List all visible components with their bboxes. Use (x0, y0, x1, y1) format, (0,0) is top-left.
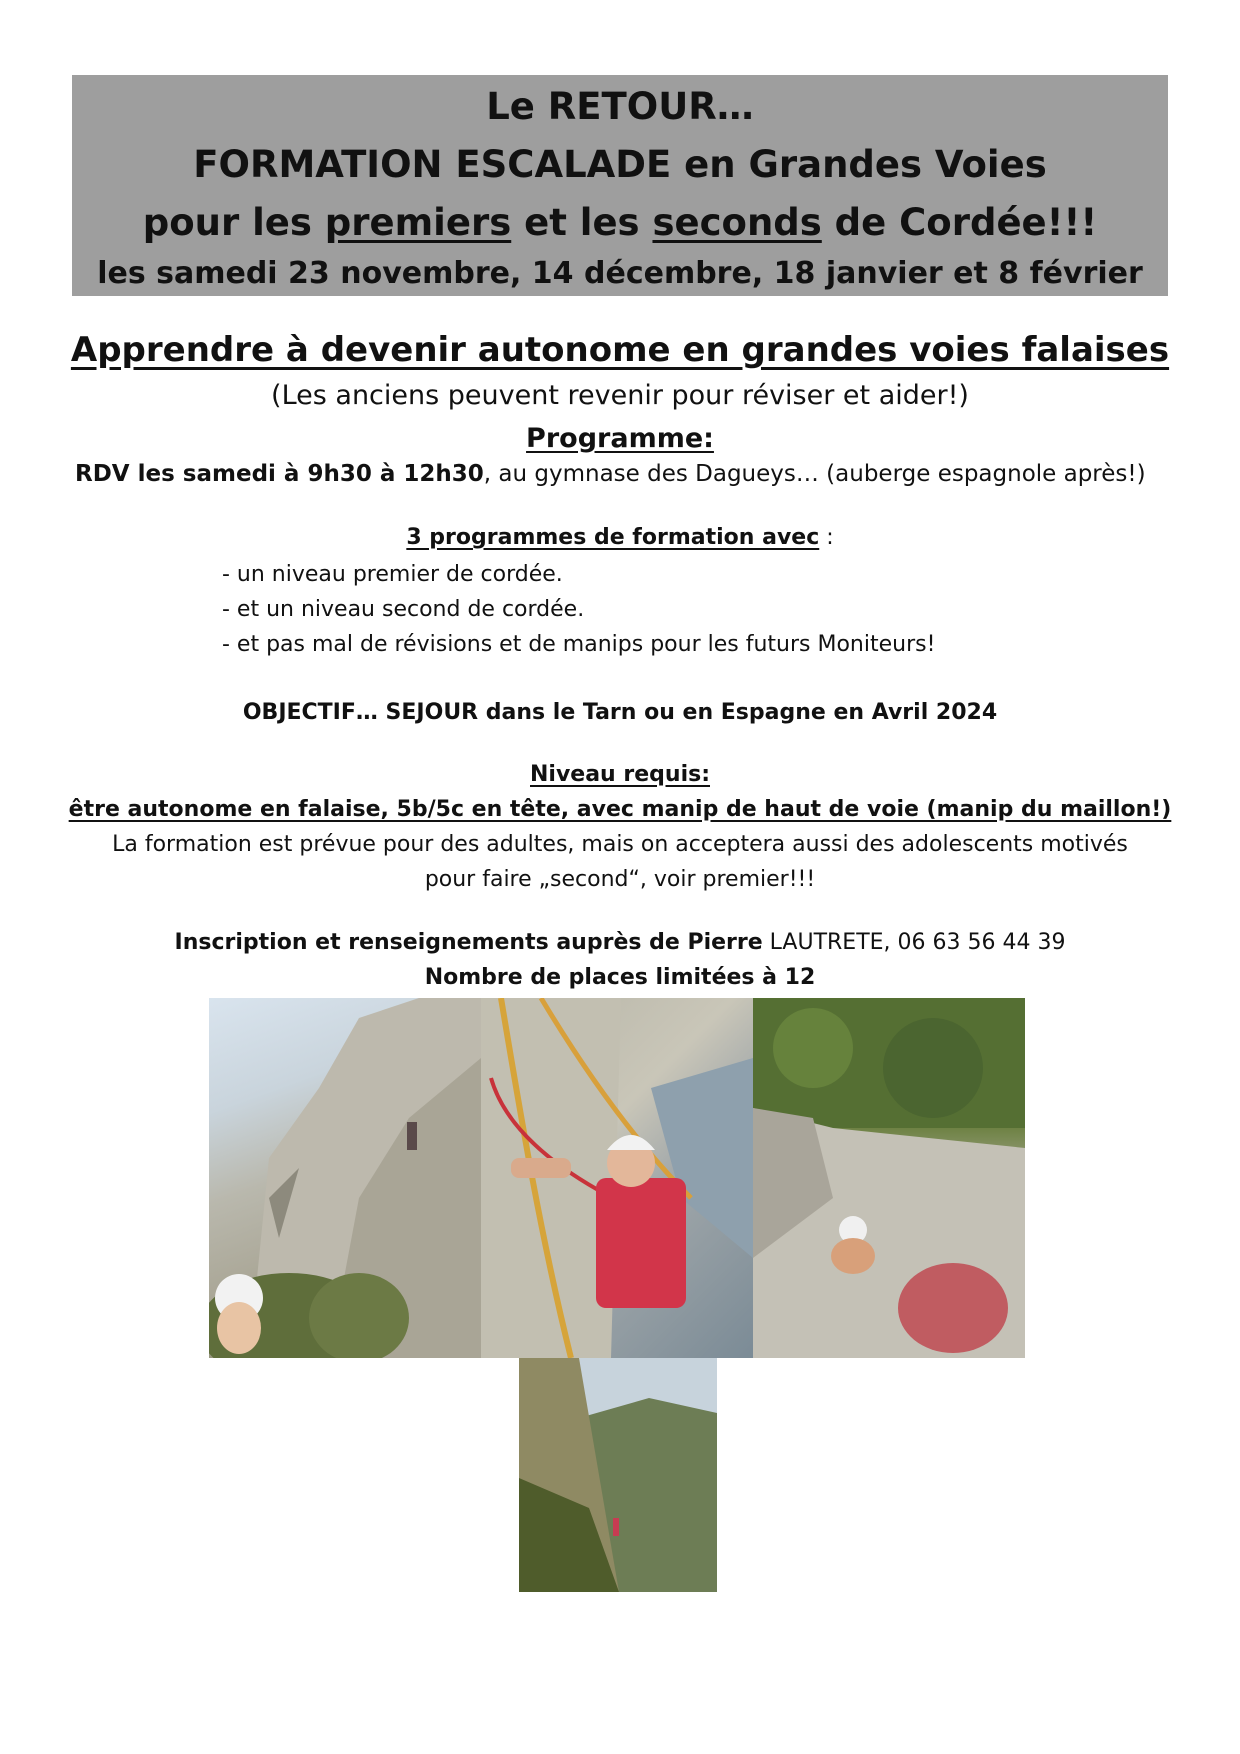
objectif-line: OBJECTIF… SEJOUR dans le Tarn ou en Espagne en Avril 2024 (242, 700, 998, 725)
formation-note-2: pour faire „second“, voir premier!!! (424, 867, 816, 892)
formation-note-1: La formation est prévue pour des adultes, mais on acceptera aussi des adolescents motivés (112, 832, 1128, 857)
climbing-photo-slab (753, 998, 1025, 1358)
list-item: - et un niveau second de cordée. (222, 597, 585, 622)
main-title: Apprendre à devenir autonome en grandes voies falaises (70, 330, 1170, 370)
climbing-photo-belay (481, 998, 753, 1358)
subtitle: (Les anciens peuvent revenir pour réviser et aider!) (271, 380, 969, 411)
list-item: - et pas mal de révisions et de manips pour les futurs Moniteurs! (222, 632, 936, 657)
header-line-retour: Le RETOUR… (486, 85, 754, 128)
list-item: - un niveau premier de cordée. (222, 562, 563, 587)
programme-heading: Programme: (526, 423, 714, 454)
niveau-requirement: être autonome en falaise, 5b/5c en tête, avec manip de haut de voie (manip du maillon!) (68, 797, 1172, 822)
header-banner (72, 75, 1168, 296)
climbing-photo-gorge (519, 1358, 717, 1592)
inscription-line: Inscription et renseignements auprès de Pierre LAUTRETE, 06 63 56 44 39 (174, 930, 1066, 955)
header-line-dates: les samedi 23 novembre, 14 décembre, 18 janvier et 8 février (97, 256, 1143, 291)
programmes-heading: 3 programmes de formation avec : (406, 525, 834, 550)
climbing-photo-cliff (209, 998, 481, 1358)
header-line-cordee: pour les premiers et les seconds de Cordée!!! (142, 201, 1098, 244)
niveau-heading: Niveau requis: (530, 762, 710, 787)
places-line: Nombre de places limitées à 12 (424, 965, 816, 990)
header-line-formation: FORMATION ESCALADE en Grandes Voies (193, 143, 1047, 186)
rdv-line: RDV les samedi à 9h30 à 12h30, au gymnase des Dagueys… (auberge espagnole après!) (75, 461, 1146, 487)
